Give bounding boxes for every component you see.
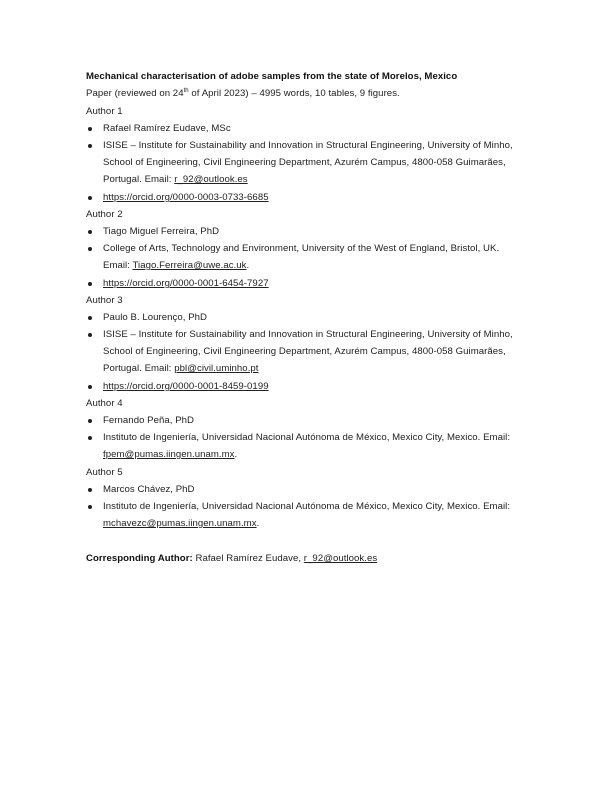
email-link[interactable]: pbl@civil.uminho.pt [174, 363, 259, 374]
author-name: Tiago Miguel Ferreira, PhD [103, 226, 220, 237]
author-heading: Author 5 [86, 467, 123, 478]
email-link[interactable]: mchavezc@pumas.iingen.unam.mx [103, 518, 257, 529]
email-link[interactable]: r_92@outlook.es [303, 553, 378, 564]
bullet-icon [88, 419, 92, 423]
author-affiliation: School of Engineering, Civil Engineering Department, Azurém Campus, 4800-058 Guimarães, [103, 346, 506, 357]
bullet-icon [88, 385, 92, 389]
orcid-link[interactable]: https://orcid.org/0000-0001-8459-0199 [103, 381, 269, 392]
bullet-icon [88, 316, 92, 320]
author-heading: Author 1 [86, 106, 123, 117]
bullet-icon [88, 282, 92, 286]
corresponding-label: Corresponding Author: [86, 553, 193, 564]
author-email-line: Email: Tiago.Ferreira@uwe.ac.uk. [103, 260, 250, 271]
author-affiliation: ISISE – Institute for Sustainability and Innovation in Structural Engineering, University of Minho, [103, 329, 513, 340]
bullet-icon [88, 436, 92, 440]
bullet-icon [88, 247, 92, 251]
author-heading: Author 4 [86, 398, 123, 409]
author-affiliation: College of Arts, Technology and Environment, University of the West of England, Bristol, UK. [103, 243, 500, 254]
email-link[interactable]: r_92@outlook.es [174, 174, 248, 185]
email-link[interactable]: fpem@pumas.iingen.unam.mx [103, 449, 235, 460]
author-name: Paulo B. Lourenço, PhD [103, 312, 208, 323]
author-name: Fernando Peña, PhD [103, 415, 195, 426]
bullet-icon [88, 144, 92, 148]
author-email-line: Portugal. Email: r_92@outlook.es [103, 174, 248, 185]
orcid-link[interactable]: https://orcid.org/0000-0001-6454-7927 [103, 278, 269, 289]
author-email-line: fpem@pumas.iingen.unam.mx. [103, 449, 238, 460]
author-heading: Author 2 [86, 209, 123, 220]
author-name: Marcos Chávez, PhD [103, 484, 195, 495]
bullet-icon [88, 127, 92, 131]
bullet-icon [88, 333, 92, 337]
email-link[interactable]: Tiago.Ferreira@uwe.ac.uk [132, 260, 247, 271]
bullet-icon [88, 505, 92, 509]
author-email-line: Portugal. Email: pbl@civil.uminho.pt [103, 363, 259, 374]
bullet-icon [88, 196, 92, 200]
author-heading: Author 3 [86, 295, 123, 306]
author-affiliation: School of Engineering, Civil Engineering Department, Azurém Campus, 4800-058 Guimarães, [103, 157, 506, 168]
orcid-link[interactable]: https://orcid.org/0000-0003-0733-6685 [103, 192, 269, 203]
bullet-icon [88, 488, 92, 492]
author-email-line: mchavezc@pumas.iingen.unam.mx. [103, 518, 260, 529]
author-name: Rafael Ramírez Eudave, MSc [103, 123, 231, 134]
paper-info: Paper (reviewed on 24th of April 2023) – 4995 words, 10 tables, 9 figures. [86, 87, 400, 99]
paper-title: Mechanical characterisation of adobe samples from the state of Morelos, Mexico [86, 71, 458, 82]
author-affiliation: ISISE – Institute for Sustainability and Innovation in Structural Engineering, University of Minho, [103, 140, 513, 151]
author-affiliation: Instituto de Ingeniería, Universidad Nacional Autónoma de México, Mexico City, Mexico. Email: [103, 432, 511, 443]
corresponding-author: Corresponding Author: Rafael Ramírez Eudave, r_92@outlook.es [86, 553, 378, 564]
bullet-icon [88, 230, 92, 234]
author-affiliation: Instituto de Ingeniería, Universidad Nacional Autónoma de México, Mexico City, Mexico. Email: [103, 501, 511, 512]
